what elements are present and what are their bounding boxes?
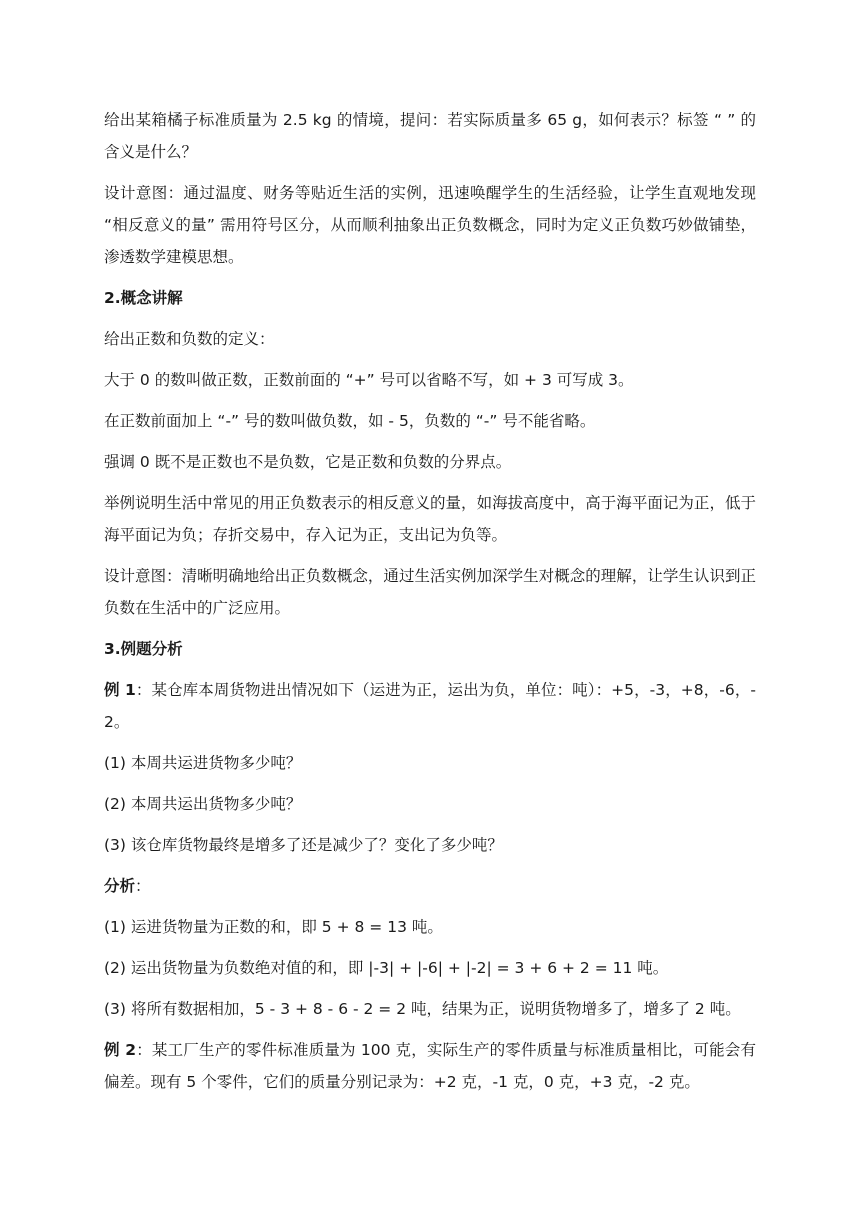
scenario-paragraph: 给出某箱橘子标准质量为 2.5 kg 的情境，提问：若实际质量多 65 g，如何表示？标签 “ ” 的含义是什么？ bbox=[104, 111, 756, 161]
example-1 bbox=[104, 674, 756, 738]
negative-definition: 在正数前面加上 “-” 号的数叫做负数，如 - 5，负数的 “-” 号不能省略。 bbox=[104, 412, 596, 430]
example-2-text: ：某工厂生产的零件标准质量为 100 克，实际生产的零件质量与标准质量相比，可能会有偏差。现有 5 个零件，它们的质量分别记录为：+2 克，-1 克，0 克，+3 克，-2 克。 bbox=[104, 1041, 756, 1091]
example-1-question-1: (1) 本周共运进货物多少吨？ bbox=[104, 754, 302, 772]
life-examples: 举例说明生活中常见的用正负数表示的相反意义的量，如海拔高度中，高于海平面记为正，低于海平面记为负；存折交易中，存入记为正，支出记为负等。 bbox=[104, 494, 756, 544]
example-1-text: ：某仓库本周货物进出情况如下（运进为正，运出为负，单位：吨）：+5，-3，+8，-6，-2。 bbox=[104, 681, 756, 731]
example-1-label: 例 1 bbox=[104, 681, 136, 699]
example-2-label: 例 2 bbox=[104, 1041, 137, 1059]
analysis-answer-1: (1) 运进货物量为正数的和，即 5 + 8 = 13 吨。 bbox=[104, 918, 443, 936]
example-1-question-2: (2) 本周共运出货物多少吨？ bbox=[104, 795, 302, 813]
positive-definition: 大于 0 的数叫做正数，正数前面的 “+” 号可以省略不写，如 + 3 可写成 3。 bbox=[104, 371, 634, 389]
section-heading-examples: 3.例题分析 bbox=[104, 640, 183, 658]
concept-design-intent: 设计意图：清晰明确地给出正负数概念，通过生活实例加深学生对概念的理解，让学生认识到正负数在生活中的广泛应用。 bbox=[104, 567, 756, 617]
analysis-answer-2: (2) 运出货物量为负数绝对值的和，即 |-3| + |-6| + |-2| = 3 + 6 + 2 = 11 吨。 bbox=[104, 959, 669, 977]
example-2 bbox=[104, 1034, 756, 1098]
analysis-label: 分析 bbox=[104, 877, 136, 895]
analysis-colon: ： bbox=[135, 877, 151, 895]
document-page bbox=[104, 104, 756, 1107]
example-1-question-3: (3) 该仓库货物最终是增多了还是减少了？变化了多少吨？ bbox=[104, 836, 503, 854]
analysis-answer-3: (3) 将所有数据相加，5 - 3 + 8 - 6 - 2 = 2 吨，结果为正，说明货物增多了，增多了 2 吨。 bbox=[104, 1000, 741, 1018]
design-intent-paragraph: 设计意图：通过温度、财务等贴近生活的实例，迅速唤醒学生的生活经验，让学生直观地发现 “相反意义的量” 需用符号区分，从而顺利抽象出正负数概念，同时为定义正负数巧妙做铺垫，渗透数学建模思想。 bbox=[104, 184, 756, 266]
section-heading-concept: 2.概念讲解 bbox=[104, 289, 183, 307]
zero-emphasis: 强调 0 既不是正数也不是负数，它是正数和负数的分界点。 bbox=[104, 453, 512, 471]
analysis-heading bbox=[104, 870, 756, 902]
definition-intro: 给出正数和负数的定义： bbox=[104, 330, 275, 348]
